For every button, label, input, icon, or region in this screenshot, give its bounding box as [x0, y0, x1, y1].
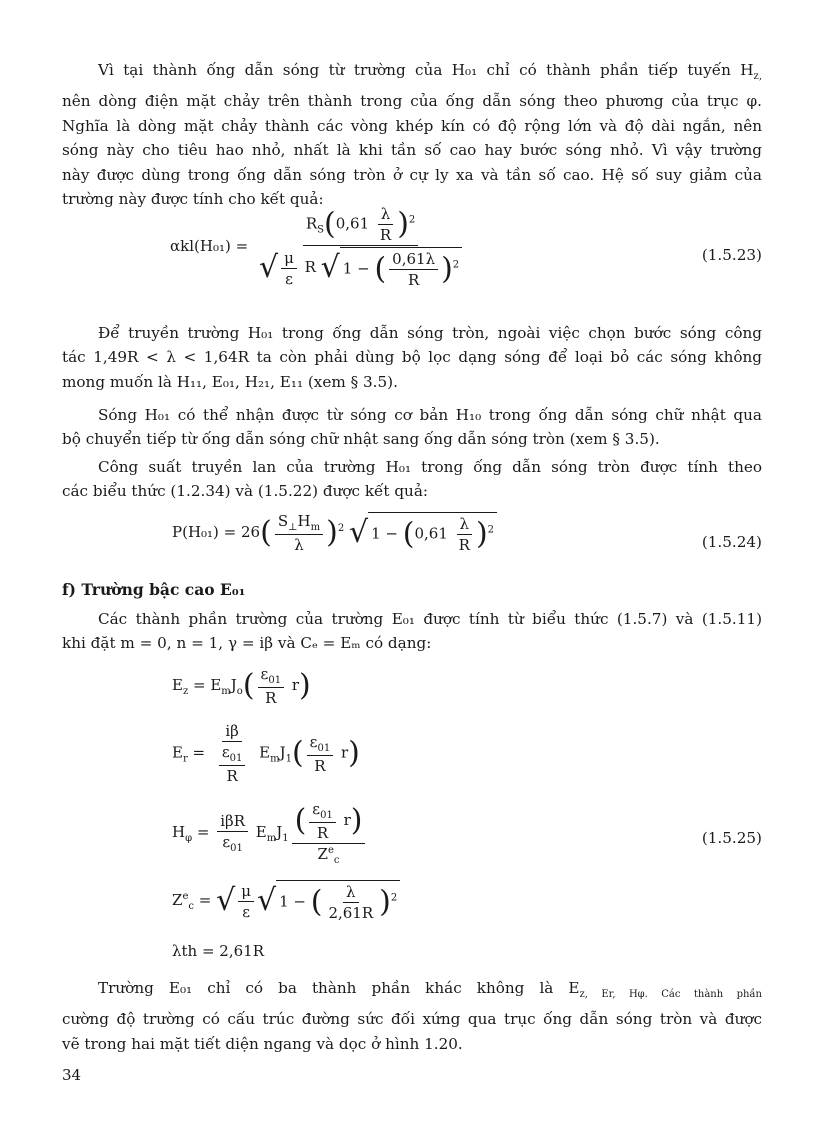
p6-line-1-tail: z, Er, Hφ. Các thành phần [579, 989, 763, 1001]
p4-line-2: các biểu thức (1.2.34) và (1.5.22) được kết quả: [62, 482, 428, 501]
p1-line-3: Nghĩa là dòng mặt chảy thành các vòng khép kín có độ rộng lớn và độ dài ngắn, nên [62, 116, 762, 135]
equation-label-1-5-23: (1.5.23) [701, 246, 762, 264]
p5-line-1: Các thành phần trường của trường E₀₁ được tính từ biểu thức (1.5.7) và (1.5.11) [98, 610, 762, 628]
p1-line-2: nên dòng điện mặt chảy trên thành trong của ống dẫn sóng theo phương của trục φ. [62, 92, 762, 111]
equation-1-5-24: P(H₀₁) = 26( $\frac{S_\perp H_m}{\lambda}$ )$^2$ √ 1 − (0,61 $\frac{\lambda}{R}$ )$^2$ [172, 512, 497, 554]
p6-line-1: Trường E₀₁ chỉ có ba thành phần khác không là E [98, 979, 580, 997]
p2-line-1: Để truyền trường H₀₁ trong ống dẫn sóng tròn, ngoài việc chọn bước sóng công [98, 324, 762, 342]
section-heading: f) Trường bậc cao E₀₁ [62, 580, 246, 599]
p5-line-2: khi đặt m = 0, n = 1, γ = iβ và Cₑ = Eₘ có dạng: [62, 634, 432, 653]
equation-1-5-23: αkl(H₀₁) = $R_S(0,61$ $\frac{\lambda}{R}$ )$^2$ √ $\frac{\mu}{\varepsilon}$ R √ 1 − ( $\frac{0,61\lambda}{R}$ )$^2$ [170, 205, 468, 289]
p3-line-2: bộ chuyển tiếp từ ống dẫn sóng chữ nhật sang ống dẫn sóng tròn (xem § 3.5). [62, 430, 660, 449]
p3-line-1: Sóng H₀₁ có thể nhận được từ sóng cơ bản H₁₀ trong ống dẫn sóng chữ nhật qua [98, 406, 762, 424]
equation-zc: $Z^e_c$ = √ $\frac{\mu}{\varepsilon}$ √ 1 − ( $\frac{\lambda}{2,61R}$ )$^2$ [172, 880, 400, 922]
p1-line-4: sóng này cho tiêu hao nhỏ, nhất là khi tần số cao hay bước sóng nhỏ. Vì vậy trường [62, 141, 762, 160]
p1-line-1: Vì tại thành ống dẫn sóng từ trường của H₀₁ chỉ có thành phần tiếp tuyến H [98, 61, 754, 79]
p1-line-5: này được dùng trong ống dẫn sóng tròn ở cự ly xa và tần số cao. Hệ số suy giảm của [62, 165, 762, 184]
p6-line-3: vẽ trong hai mặt tiết diện ngang và dọc ở hình 1.20. [62, 1034, 463, 1053]
p1-line-1-tail: z, [753, 71, 762, 83]
power-lhs: P(H₀₁) = 26 [172, 523, 261, 541]
equation-lambda-th: λth = 2,61R [172, 942, 264, 960]
equation-label-1-5-24: (1.5.24) [701, 533, 762, 551]
p2-line-2: tác 1,49R < λ < 1,64R ta còn phải dùng bộ lọc dạng sóng để loại bỏ các sóng không [62, 348, 762, 367]
p1-line-6: trường này được tính cho kết quả: [62, 190, 324, 209]
p4-line-1: Công suất truyền lan của trường H₀₁ trong ống dẫn sóng tròn được tính theo [98, 458, 762, 476]
alpha-lhs: αkl(H₀₁) = [170, 237, 249, 255]
p6-line-2: cường độ trường có cấu trúc đường sức đối xứng qua trục ống dẫn sóng tròn và được [62, 1010, 762, 1029]
equation-er: $E_r$ = $\frac{i\beta}{\frac{\varepsilon_{01}}{R}}$ $E_mJ_1$( $\frac{\varepsilon_{01}}{R}$ r) [172, 722, 360, 785]
equation-hphi: $H_\varphi$ = $\frac{\text{iβR}}{\varepsilon_{01}}$ $E_mJ_1$ ( $\frac{\varepsilon_{01}}{R}$ r) $Z^e_c$ [172, 800, 368, 866]
paragraph-6 [62, 976, 762, 1081]
page-number: 34 [62, 1066, 82, 1084]
p2-line-3: mong muốn là H₁₁, E₀₁, H₂₁, E₁₁ (xem § 3.5). [62, 372, 398, 391]
equation-ez: $E_z = E_mJ_o$( $\frac{\varepsilon_{01}}{R}$ r) [172, 665, 311, 707]
paragraph-5 [62, 607, 762, 680]
equation-label-1-5-25: (1.5.25) [701, 829, 762, 847]
